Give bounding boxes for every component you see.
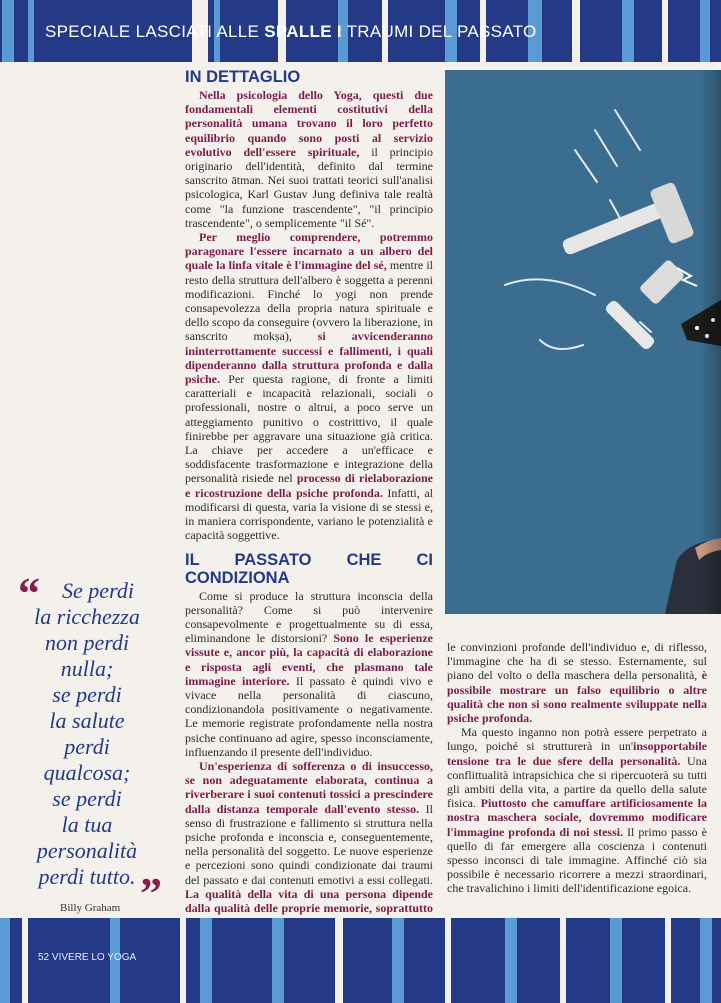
body-text: Il passato è quindi vivo e vivace nella personalità di ciascuno, condizionandola positivamente o negativamente. Le memorie registrate profondamente nella nostra psiche continuano ad agire, spesso inconsciamente, influenzando il presente dell'individuo. bbox=[185, 673, 434, 759]
body-text: Infatti, al modificarsi di questa, varia la visione di se stessi e, in maniera corrispondente, variano le potenzialità e capacità soggettive. bbox=[185, 485, 434, 543]
quote-line: nulla; bbox=[60, 656, 114, 681]
article-column-left bbox=[185, 68, 433, 929]
paragraph bbox=[185, 88, 433, 230]
header-title-1: LASCIATI bbox=[135, 22, 213, 41]
header-prefix: SPECIALE bbox=[45, 22, 131, 41]
paragraph bbox=[447, 640, 707, 725]
highlight-text: processo di rielaborazione e ricostruzione della psiche profonda. bbox=[185, 471, 433, 500]
header-title-3: SPALLE I bbox=[264, 22, 342, 41]
quote-line: qualcosa; bbox=[43, 760, 131, 785]
paragraph bbox=[447, 725, 707, 895]
chalk-illustration bbox=[445, 70, 721, 614]
highlight-text: Sono le esperienze vissute e, ancor più, la capacità di elaborazione e risposta agli eventi, che plasmano tale immagine interiore. bbox=[185, 631, 433, 688]
header-title-5: PASSATO bbox=[456, 22, 537, 41]
article-column-right bbox=[447, 640, 707, 896]
quote-line: se perdi bbox=[52, 682, 122, 707]
highlight-text: insopportabile tensione tra le due sfere della personalità. bbox=[447, 739, 707, 768]
body-text: Come si produce la struttura inconscia della personalità? Come si può intervenire consapevolmente e progettualmente su di essa, eliminandone le distorsioni? bbox=[185, 588, 433, 646]
highlight-text: La qualità della vita di una persona dipende dalla qualità delle proprie memorie, soprattutto bbox=[185, 886, 433, 915]
magazine-name: VIVERE LO YOGA bbox=[51, 952, 137, 963]
paragraph bbox=[185, 230, 433, 542]
body-text: Il primo passo è quello di far emergere alla coscienza i contenuti spesso inconsci di tale immagine. Affinché ciò sia possibile è necessario ricorrere a mezzi straordinari, che travalichino i limiti dell'identificazione egoica. bbox=[447, 824, 707, 896]
body-text: il principio originario dell'identità, definito dal termine sanscrito ātman. Nei suoi trattati teorici sull'analisi psicologica, Karl Gustav Jung definiva tale realtà come "la funzione trascendente", "il principio trascendente", o semplicemente "il Sé". bbox=[185, 144, 433, 230]
highlight-text: Nella psicologia dello Yoga, questi due fondamentali elementi costitutivi della personalità umana trovano il loro perfetto equilibrio quando sono posti al servizio evolutivo dell'essere spirituale, bbox=[185, 88, 433, 159]
hammer-icon bbox=[561, 181, 695, 256]
highlight-text: Un'esperienza di sofferenza o di insuccesso, se non adeguatamente elaborata, continua a riverberare i suoi contenuti tossici a prescindere dalla distanza temporale dall'evento stesso. bbox=[185, 758, 433, 816]
body-text: Per questa ragione, di fronte a limiti caratteriali e incapacità relazionali, sociali o professionali, nostre o altrui, a poco serve un atteggiamento punitivo o costrittivo, il quale finirebbe per aggravare una situazione già critica. La chiave per accedere a un'efficace e soddisfacente trasformazione e integrazione della personalità risiede nel bbox=[185, 372, 433, 486]
header-title-4: TRAUMI DEL bbox=[346, 22, 452, 41]
quote-line: personalità bbox=[36, 838, 138, 863]
section-header bbox=[45, 22, 537, 42]
highlight-text: Piuttosto che camuffare artificiosamente la nostra maschera sociale, dovremmo modificare l'immagine profonda di noi stessi. bbox=[447, 796, 707, 839]
quote-author: Billy Graham bbox=[60, 902, 121, 914]
paragraph bbox=[185, 759, 433, 929]
quote-line: perdi tutto. bbox=[38, 864, 136, 889]
quote-line: la salute bbox=[49, 708, 125, 733]
close-quote-icon: ” bbox=[140, 869, 162, 918]
quote-line: perdi bbox=[64, 734, 110, 759]
header-title-2: ALLE bbox=[216, 22, 260, 41]
quote-line: non perdi bbox=[44, 630, 130, 655]
hammer-icon bbox=[604, 259, 685, 351]
heading-il-passato: IL PASSATO CHE CI CONDIZIONA bbox=[185, 550, 433, 587]
body-text: Una conflittualità intrapsichica che si ripercuoterà su tutti gli ambiti della vita, a partire da quello della salute fisica. bbox=[447, 753, 707, 811]
quote-line: Se perdi bbox=[62, 578, 134, 603]
body-text: le convinzioni profonde dell'individuo e, di riflesso, l'immagine che ha di se stesso. Esternamente, sul piano del volto o della maschera della personalità, bbox=[447, 640, 707, 683]
body-text: Il senso di frustrazione e fallimento si struttura nella psiche profonda e inconscia e, conseguentemente, nella personalità del soggetto. Le nuove esperienze e percezioni sono quindi condizionate dai traumi del passato e dai contenuti emotivi a essi collegati. bbox=[185, 801, 433, 887]
quote-line: la tua bbox=[61, 812, 113, 837]
page-number: 52 bbox=[38, 952, 50, 963]
illustration-photo bbox=[445, 70, 721, 614]
body-text: Ma questo inganno non potrà essere perpetrato a lungo, poiché si strutturerà in un' bbox=[447, 725, 707, 754]
pull-quote bbox=[12, 578, 162, 890]
quote-line: se perdi bbox=[52, 786, 122, 811]
footer-folio bbox=[38, 952, 136, 963]
paragraph bbox=[185, 589, 433, 759]
quote-line: la ricchezza bbox=[34, 604, 140, 629]
body-text: mentre il resto della struttura dell'albero è soggetta a perenni modificazioni. Finché lo yogi non prende consapevolezza della propria natura spirituale e dello scopo da conseguire (ovvero la liberazione, in sanscrito mokṣa), bbox=[185, 258, 434, 344]
header-band bbox=[0, 0, 721, 62]
highlight-text: Per meglio comprendere, potremmo paragonare l'essere incarnato a un albero del quale la linfa vitale è l'immagine del sé, bbox=[185, 230, 433, 273]
highlight-text: si avvicenderanno ininterrottamente successi e fallimenti, i quali dipenderanno dalla struttura profonda e dalla psiche. bbox=[185, 329, 433, 387]
open-quote-icon: “ bbox=[18, 569, 40, 618]
highlight-text: è possibile mostrare un falso equilibrio o altre qualità che non si sono realmente sviluppate nella psiche profonda. bbox=[447, 668, 707, 726]
heading-in-dettaglio: IN DETTAGLIO bbox=[185, 68, 301, 86]
